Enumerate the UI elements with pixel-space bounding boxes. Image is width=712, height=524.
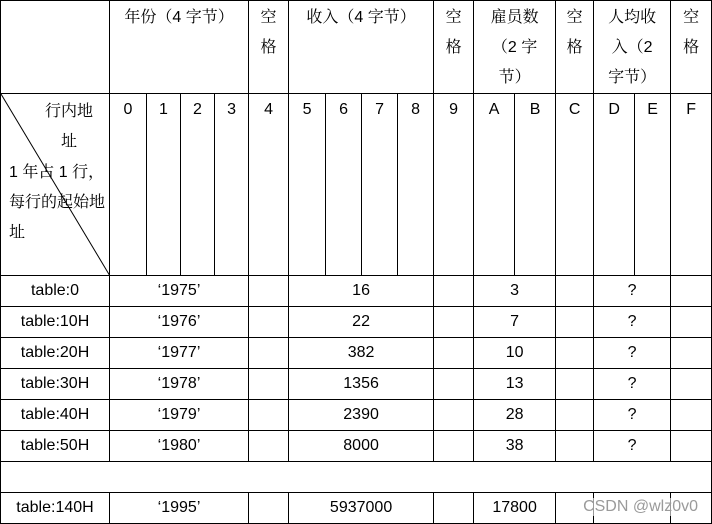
staff-value: 13 — [474, 369, 556, 400]
avg-income-value: ? — [594, 431, 671, 462]
year-value: ‘1979’ — [110, 400, 249, 431]
staff-value: 17800 — [474, 493, 556, 524]
space-cell — [556, 400, 594, 431]
diagonal-header-cell — [1, 94, 110, 276]
staff-value: 38 — [474, 431, 556, 462]
table-row — [1, 307, 712, 338]
offset-cell: 4 — [249, 94, 289, 276]
space-cell — [434, 369, 474, 400]
table-row — [1, 276, 712, 307]
staff-value: 10 — [474, 338, 556, 369]
offset-cell: 7 — [362, 94, 398, 276]
offset-cell: 0 — [110, 94, 147, 276]
avg-income-value: ? — [594, 307, 671, 338]
row-address: table:0 — [1, 276, 110, 307]
staff-field-header: 雇员数（2 字节） — [474, 1, 556, 94]
table-row — [1, 431, 712, 462]
income-value: 22 — [289, 307, 434, 338]
space-cell — [434, 431, 474, 462]
space-cell — [249, 431, 289, 462]
offset-cell: 5 — [289, 94, 326, 276]
offset-cell: 1 — [147, 94, 181, 276]
space-cell — [249, 369, 289, 400]
offset-cell: B — [515, 94, 556, 276]
space-cell — [434, 400, 474, 431]
ellipsis-gap-row — [1, 462, 712, 493]
income-value: 382 — [289, 338, 434, 369]
table-row — [1, 369, 712, 400]
year-value: ‘1995’ — [110, 493, 249, 524]
space-header-2: 空格 — [434, 1, 474, 94]
gap-cell — [1, 462, 712, 493]
offset-cell: 3 — [215, 94, 249, 276]
space-cell — [671, 307, 712, 338]
income-field-header: 收入（4 字节） — [289, 1, 434, 94]
offset-cell: C — [556, 94, 594, 276]
year-value: ‘1977’ — [110, 338, 249, 369]
offset-cell: A — [474, 94, 515, 276]
year-field-header: 年份（4 字节） — [110, 1, 249, 94]
space-cell — [556, 276, 594, 307]
space-cell — [556, 431, 594, 462]
avg-income-value: ? — [594, 369, 671, 400]
avg-income-value: ? — [594, 400, 671, 431]
space-cell — [556, 307, 594, 338]
income-value: 1356 — [289, 369, 434, 400]
space-cell — [671, 338, 712, 369]
space-header-3: 空格 — [556, 1, 594, 94]
year-value: ‘1975’ — [110, 276, 249, 307]
staff-value: 28 — [474, 400, 556, 431]
offset-index-row — [1, 94, 712, 276]
year-value: ‘1976’ — [110, 307, 249, 338]
space-cell — [249, 338, 289, 369]
offset-cell: 2 — [181, 94, 215, 276]
income-value: 16 — [289, 276, 434, 307]
avg-income-value: ? — [594, 338, 671, 369]
space-header-1: 空格 — [249, 1, 289, 94]
row-address: table:30H — [1, 369, 110, 400]
year-value: ‘1978’ — [110, 369, 249, 400]
staff-value: 7 — [474, 307, 556, 338]
space-cell — [434, 338, 474, 369]
space-cell — [671, 431, 712, 462]
offset-cell: D — [594, 94, 635, 276]
space-cell — [556, 369, 594, 400]
space-cell — [249, 400, 289, 431]
year-value: ‘1980’ — [110, 431, 249, 462]
row-address: table:10H — [1, 307, 110, 338]
staff-value: 3 — [474, 276, 556, 307]
income-value: 5937000 — [289, 493, 434, 524]
income-value: 2390 — [289, 400, 434, 431]
space-cell — [671, 276, 712, 307]
in-row-address-label: 行内地址 — [44, 103, 93, 150]
space-cell — [249, 276, 289, 307]
space-cell — [671, 400, 712, 431]
row-address: table:40H — [1, 400, 110, 431]
space-cell — [434, 276, 474, 307]
corner-blank-cell — [1, 1, 110, 94]
offset-cell: 9 — [434, 94, 474, 276]
row-address: table:50H — [1, 431, 110, 462]
offset-cell: 8 — [398, 94, 434, 276]
row-address: table:140H — [1, 493, 110, 524]
space-cell — [249, 307, 289, 338]
row-address: table:20H — [1, 338, 110, 369]
offset-cell: E — [635, 94, 671, 276]
row-start-address-label: 1 年占 1 行，每行的起始地址 — [9, 164, 106, 241]
csdn-watermark: CSDN @wlz0v0 — [583, 498, 698, 515]
space-cell — [249, 493, 289, 524]
avg-income-field-header: 人均收入（2 字节） — [594, 1, 671, 94]
space-header-4: 空格 — [671, 1, 712, 94]
income-value: 8000 — [289, 431, 434, 462]
space-cell — [434, 307, 474, 338]
space-cell — [671, 369, 712, 400]
table-row — [1, 338, 712, 369]
field-header-row — [1, 1, 712, 94]
offset-cell: 6 — [326, 94, 362, 276]
offset-cell: F — [671, 94, 712, 276]
space-cell — [434, 493, 474, 524]
avg-income-value: ? — [594, 276, 671, 307]
space-cell — [556, 338, 594, 369]
table-row — [1, 400, 712, 431]
